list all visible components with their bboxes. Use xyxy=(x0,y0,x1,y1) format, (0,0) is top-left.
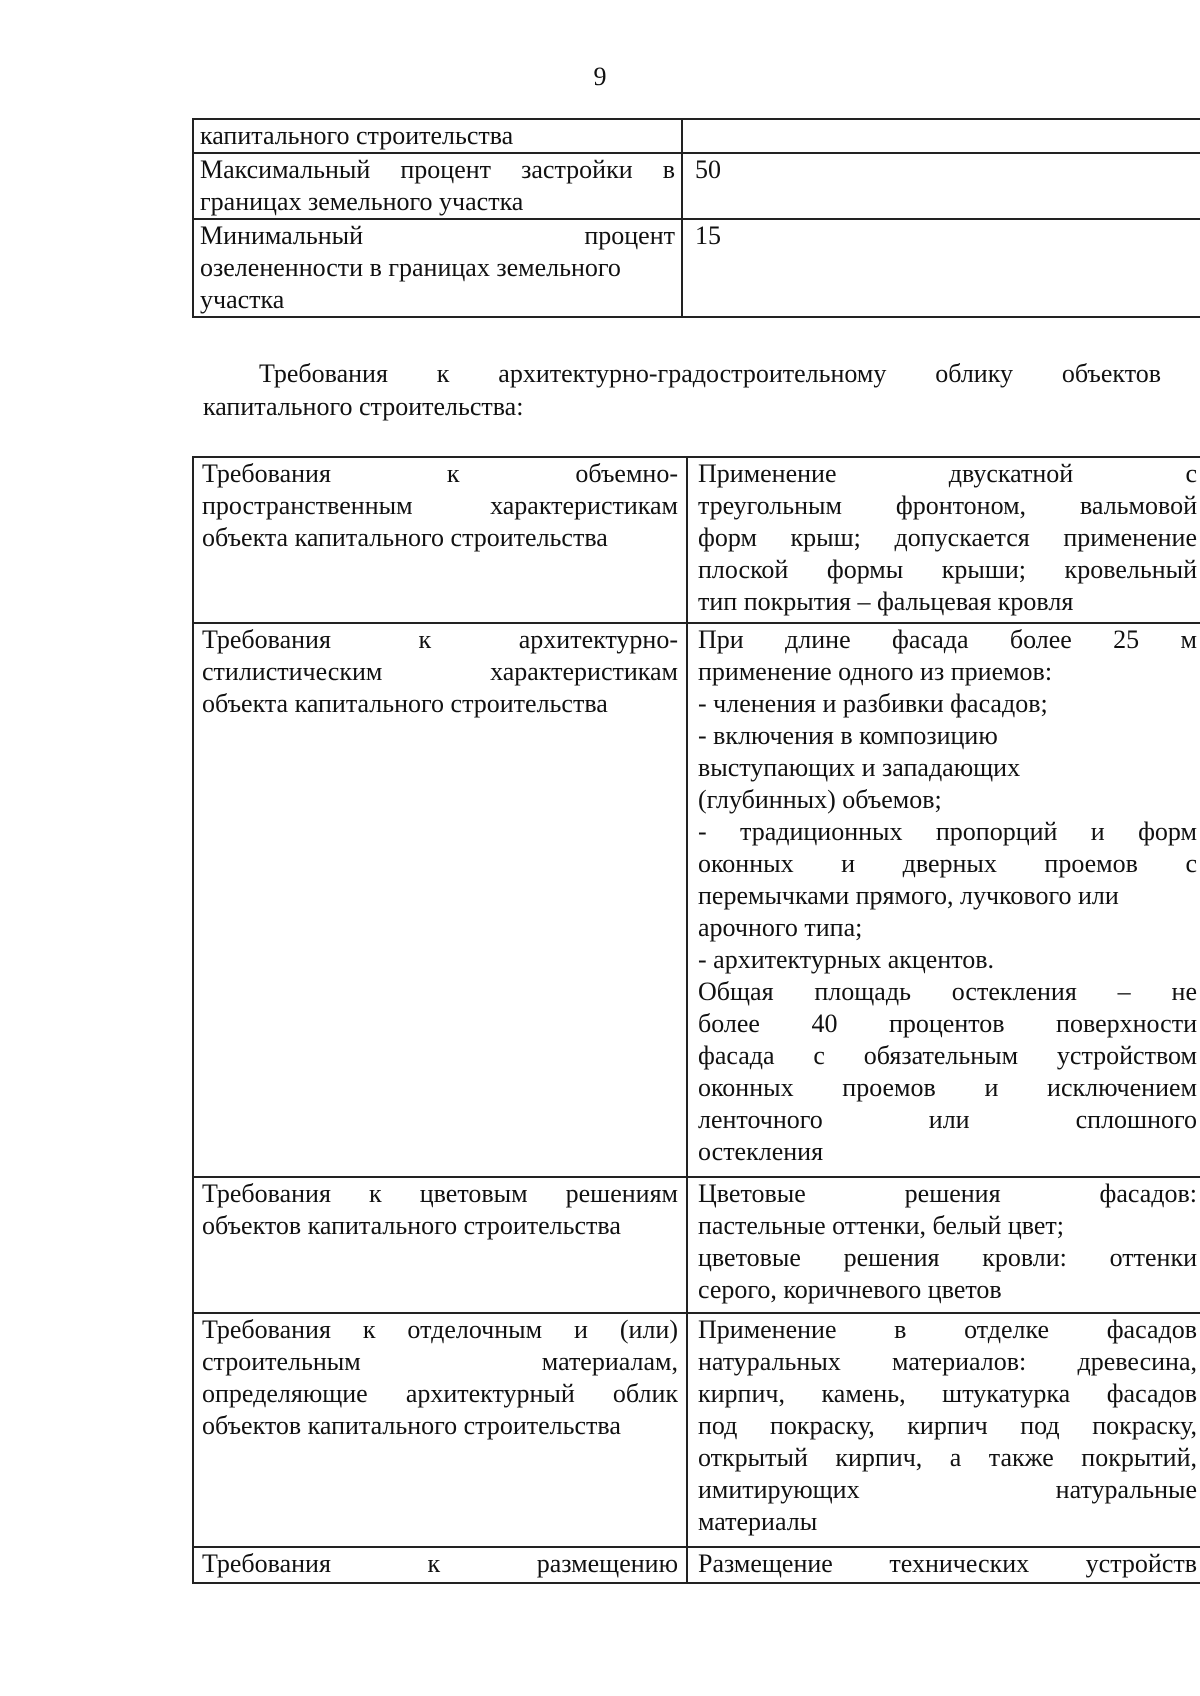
table-row xyxy=(193,219,1200,317)
value-line: цветовые решения кровли: оттенки xyxy=(698,1243,1197,1272)
label-line: Требования к объемно- xyxy=(202,459,678,488)
requirement-label xyxy=(193,1177,687,1313)
label-line: пространственным характеристикам xyxy=(202,491,678,520)
value-line: плоской формы крыши; кровельный xyxy=(698,555,1197,584)
requirements-table xyxy=(192,456,1200,1584)
label-line: стилистическим характеристикам xyxy=(202,657,678,686)
parameter-label xyxy=(193,119,682,153)
value-line: имитирующих натуральные xyxy=(698,1475,1197,1504)
value-line: материалы xyxy=(698,1507,818,1536)
requirement-value xyxy=(687,457,1200,623)
label-line: определяющие архитектурный облик xyxy=(202,1379,678,1408)
label-line: Требования к архитектурно- xyxy=(202,625,678,654)
value-line: Применение двускатной с xyxy=(698,459,1197,488)
requirement-label xyxy=(193,457,687,623)
value-line: выступающих и западающих xyxy=(698,753,1021,782)
value-line: тип покрытия – фальцевая кровля xyxy=(698,587,1074,616)
parameter-value: 15 xyxy=(682,219,1200,317)
value-line: оконных и дверных проемов с xyxy=(698,849,1197,878)
parameters-table xyxy=(192,118,1200,318)
label-line: капитального строительства xyxy=(200,121,514,150)
requirement-value xyxy=(687,1547,1200,1583)
requirement-label xyxy=(193,623,687,1177)
label-line: Требования к цветовым решениям xyxy=(202,1179,678,1208)
table-row xyxy=(193,153,1200,219)
value-line: Цветовые решения фасадов: xyxy=(698,1179,1197,1208)
label-line: объекта капитального строительства xyxy=(202,523,608,552)
label-line: Максимальный процент застройки в xyxy=(200,155,675,184)
value-line: - включения в композицию xyxy=(698,721,998,750)
value-line: При длине фасада более 25 м xyxy=(698,625,1197,654)
value-line: - архитектурных акцентов. xyxy=(698,945,995,974)
value-line: - традиционных пропорций и форм xyxy=(698,817,1197,846)
value-line: арочного типа; xyxy=(698,913,863,942)
intro-line: капитального строительства: xyxy=(203,392,524,421)
value-line: оконных проемов и исключением xyxy=(698,1073,1197,1102)
value-line: форм крыш; допускается применение xyxy=(698,523,1197,552)
value-line: пастельные оттенки, белый цвет; xyxy=(698,1211,1064,1240)
value-line: открытый кирпич, а также покрытий, xyxy=(698,1443,1197,1472)
value-line: натуральных материалов: древесина, xyxy=(698,1347,1197,1376)
value-line: кирпич, камень, штукатурка фасадов xyxy=(698,1379,1197,1408)
table-row xyxy=(193,1313,1200,1547)
intro-line: Требования к архитектурно-градостроительному облику объектов xyxy=(259,359,1161,388)
requirement-value xyxy=(687,1313,1200,1547)
table-row xyxy=(193,623,1200,1177)
label-line: строительным материалам, xyxy=(202,1347,678,1376)
label-line: участка xyxy=(200,285,285,314)
page-number: 9 xyxy=(593,62,607,91)
value-line: остекления xyxy=(698,1137,824,1166)
value-line: применение одного из приемов: xyxy=(698,657,1053,686)
label-line: озелененности в границах земельного xyxy=(200,253,621,282)
value-line: (глубинных) объемов; xyxy=(698,785,942,814)
label-line: Минимальный процент xyxy=(200,221,675,250)
label-line: Требования к размещению xyxy=(202,1549,678,1578)
value-line: Размещение технических устройств xyxy=(698,1549,1197,1578)
value-line: треугольным фронтоном, вальмовой xyxy=(698,491,1197,520)
requirement-value xyxy=(687,623,1200,1177)
label-line: Требования к отделочным и (или) xyxy=(202,1315,678,1344)
label-line: границах земельного участка xyxy=(200,187,524,216)
label-line: объектов капитального строительства xyxy=(202,1211,621,1240)
value-line: перемычками прямого, лучкового или xyxy=(698,881,1119,910)
table-row xyxy=(193,1177,1200,1313)
value-line: серого, коричневого цветов xyxy=(698,1275,1002,1304)
label-line: объекта капитального строительства xyxy=(202,689,608,718)
value-line: фасада с обязательным устройством xyxy=(698,1041,1197,1070)
parameter-label xyxy=(193,153,682,219)
value-line: Общая площадь остекления – не xyxy=(698,977,1197,1006)
table-row xyxy=(193,1547,1200,1583)
requirement-value xyxy=(687,1177,1200,1313)
table-row xyxy=(193,457,1200,623)
value-line: более 40 процентов поверхности xyxy=(698,1009,1197,1038)
requirement-label xyxy=(193,1547,687,1583)
requirement-label xyxy=(193,1313,687,1547)
parameter-value: 50 xyxy=(682,153,1200,219)
section-intro xyxy=(203,357,1161,423)
label-line: объектов капитального строительства xyxy=(202,1411,621,1440)
value-line: под покраску, кирпич под покраску, xyxy=(698,1411,1197,1440)
parameter-value xyxy=(682,119,1200,153)
table-row xyxy=(193,119,1200,153)
parameter-label xyxy=(193,219,682,317)
value-line: Применение в отделке фасадов xyxy=(698,1315,1197,1344)
value-line: ленточного или сплошного xyxy=(698,1105,1197,1134)
value-line: - членения и разбивки фасадов; xyxy=(698,689,1048,718)
